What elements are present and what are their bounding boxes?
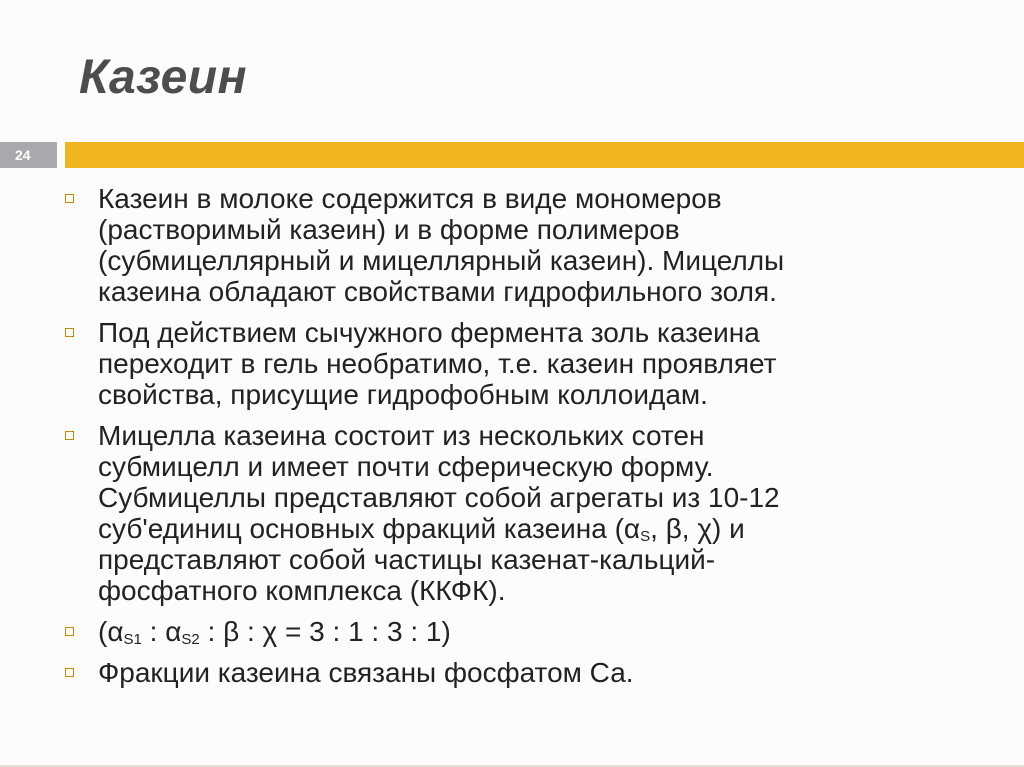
bullet-line: свойства, присущие гидрофобным коллоидам.: [98, 379, 708, 410]
line-text: , β, χ) и: [650, 513, 745, 544]
accent-bar: [65, 142, 1024, 168]
bullet-line: Под действием сычужного фермента золь казеина: [98, 317, 760, 348]
bullet-item: [62, 616, 962, 647]
square-bullet-icon: [65, 328, 74, 337]
bullet-line: Казеин в молоке содержится в виде мономеров: [98, 183, 722, 214]
square-bullet-icon: [65, 431, 74, 440]
bullet-line: представляют собой частицы казенат-кальций-: [98, 544, 716, 575]
bullet-line: Мицелла казеина состоит из нескольких сотен: [98, 420, 705, 451]
square-bullet-icon: [65, 194, 74, 203]
slide-title: Казеин: [79, 51, 248, 104]
subscript: S: [640, 528, 651, 545]
bullet-line: Фракции казеина связаны фосфатом Са.: [98, 657, 634, 688]
slide-number: 24: [0, 142, 57, 168]
ratio-line: [98, 616, 962, 647]
bullet-line: казеина обладают свойствами гидрофильного золя.: [98, 276, 777, 307]
bullet-item: [62, 317, 962, 410]
subscript: S2: [181, 631, 200, 648]
bullet-line: (растворимый казеин) и в форме полимеров: [98, 214, 680, 245]
line-text: : α: [141, 616, 182, 647]
bullet-item: [62, 183, 962, 307]
square-bullet-icon: [65, 668, 74, 677]
square-bullet-icon: [65, 627, 74, 636]
line-text: (α: [98, 616, 124, 647]
bullet-line: субмицелл и имеет почти сферическую форму.: [98, 451, 714, 482]
bullet-list: [62, 183, 962, 698]
line-text: : β : χ = 3 : 1 : 3 : 1): [199, 616, 451, 647]
subscript: S1: [123, 631, 142, 648]
bullet-line: Субмицеллы представляют собой агрегаты из 10-12: [98, 482, 780, 513]
line-text: суб'единиц основных фракций казеина (α: [98, 513, 641, 544]
bullet-line: (субмицеллярный и мицеллярный казеин). Мицеллы: [98, 245, 785, 276]
bullet-item: [62, 657, 962, 688]
bullet-line: фосфатного комплекса (ККФК).: [98, 575, 506, 606]
bullet-item: [62, 420, 962, 606]
bullet-line: [98, 513, 962, 544]
bullet-line: переходит в гель необратимо, т.е. казеин проявляет: [98, 348, 777, 379]
